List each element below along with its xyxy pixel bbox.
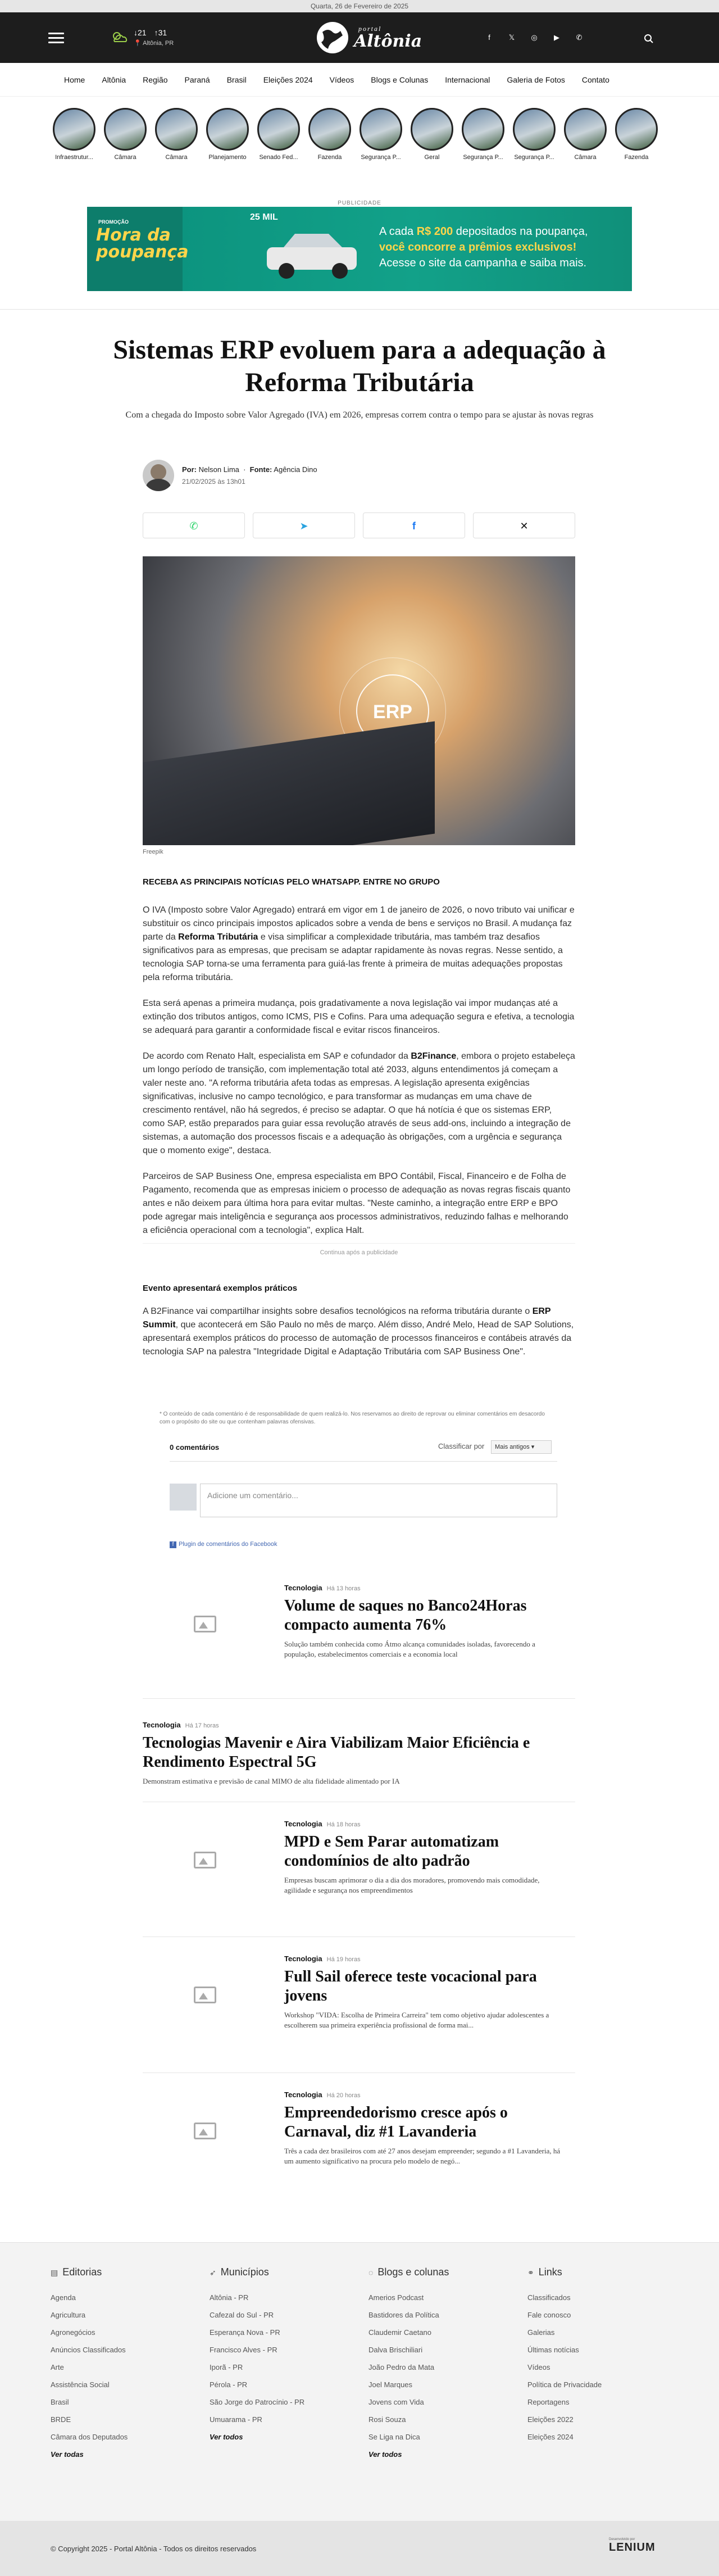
sort-select[interactable]: Mais antigos ▾ bbox=[491, 1440, 552, 1454]
feed-time: Há 18 horas bbox=[326, 1821, 361, 1828]
facebook-plugin-link[interactable] bbox=[170, 1541, 277, 1548]
section-divider bbox=[0, 309, 719, 310]
footer-link[interactable]: Vídeos bbox=[527, 2363, 550, 2371]
paragraph-bold: Reforma Tributária bbox=[178, 932, 258, 942]
footer-column-blogs bbox=[368, 2266, 509, 2463]
footer-heading-text: Links bbox=[538, 2266, 562, 2278]
story-label: Fazenda bbox=[624, 154, 649, 161]
social-links bbox=[484, 33, 597, 43]
facebook-icon: f bbox=[170, 1541, 176, 1548]
paragraph bbox=[143, 904, 575, 985]
footer-see-all[interactable]: Ver todos bbox=[210, 2433, 243, 2441]
paragraph-bold: ERP Summit bbox=[143, 1307, 551, 1330]
footer-link[interactable]: Eleições 2024 bbox=[527, 2433, 574, 2441]
author-name[interactable]: Nelson Lima bbox=[198, 465, 239, 474]
footer-link[interactable]: São Jorge do Patrocínio - PR bbox=[210, 2398, 305, 2406]
comments-count: 0 comentários bbox=[170, 1443, 220, 1452]
feed-title[interactable]: Empreendedorismo cresce após o Carnaval, diz #1 Lavanderia bbox=[284, 2104, 508, 2140]
ad-continue-note: Continua após a publicidade bbox=[143, 1243, 575, 1256]
ad-banner[interactable] bbox=[87, 207, 632, 291]
footer-link[interactable]: Política de Privacidade bbox=[527, 2380, 602, 2389]
main-nav bbox=[0, 63, 719, 97]
footer-link[interactable]: Agricultura bbox=[51, 2311, 86, 2319]
feed-category bbox=[143, 1721, 575, 1729]
footer-link[interactable]: BRDE bbox=[51, 2415, 71, 2424]
story-thumb bbox=[206, 108, 249, 151]
feed-time: Há 13 horas bbox=[326, 1585, 361, 1592]
feed-title[interactable]: Volume de saques no Banco24Horas compacto aumenta 76% bbox=[284, 1597, 527, 1634]
feed-category-name[interactable]: Tecnologia bbox=[284, 1820, 322, 1828]
feed-desc: Empresas buscam aprimorar o dia a dia dos moradores, promovendo mais comodidade, agilidade e segurança nos empreendimentos bbox=[284, 1876, 540, 1894]
image-placeholder-icon bbox=[194, 1616, 216, 1632]
footer-column-links bbox=[527, 2266, 668, 2446]
feed-title[interactable]: MPD e Sem Parar automatizam condomínios de alto padrão bbox=[284, 1833, 499, 1870]
nav-videos[interactable]: Vídeos bbox=[329, 75, 354, 84]
article-date: 21/02/2025 às 13h01 bbox=[182, 478, 245, 486]
footer-link[interactable]: Dalva Brischiliari bbox=[368, 2346, 423, 2354]
feed-category-name[interactable]: Tecnologia bbox=[284, 2090, 322, 2099]
footer-column-editorias bbox=[51, 2266, 191, 2463]
feed-divider bbox=[143, 1936, 575, 1937]
footer-link[interactable]: Amerios Podcast bbox=[368, 2293, 424, 2302]
story-label: Planejamento bbox=[208, 154, 247, 161]
story-item[interactable] bbox=[461, 108, 506, 161]
footer-link[interactable]: Se Liga na Dica bbox=[368, 2433, 420, 2441]
comments-section bbox=[160, 1411, 575, 1562]
paragraph-text: e visa simplificar a complexidade tributária, mas também traz desafios significativos para as empresas, que precisam se adaptar rapidamente às novas regras. Nesse sentido, a tecnologia SAP torna-se uma ferramenta para guiá-las frente à primeira de muitas adequações propostas pela reforma tributária. bbox=[143, 932, 563, 982]
story-item[interactable] bbox=[256, 108, 301, 161]
feed-category bbox=[284, 2090, 565, 2099]
feed-category-name[interactable]: Tecnologia bbox=[284, 1584, 322, 1592]
footer-link[interactable]: Jovens com Vida bbox=[368, 2398, 424, 2406]
globe-logo-icon bbox=[315, 20, 351, 56]
feed-divider bbox=[143, 2072, 575, 2073]
comment-input[interactable]: Adicione um comentário... bbox=[200, 1484, 557, 1517]
story-thumb bbox=[257, 108, 300, 151]
temperature-readout: ↓21 ↑31 bbox=[134, 28, 167, 37]
footer-link[interactable]: Galerias bbox=[527, 2328, 555, 2337]
footer-link[interactable]: Pérola - PR bbox=[210, 2380, 248, 2389]
facebook-icon: f bbox=[412, 520, 416, 532]
author-block bbox=[143, 460, 575, 493]
footer-link[interactable]: Rosi Souza bbox=[368, 2415, 406, 2424]
footer-link[interactable]: Câmara dos Deputados bbox=[51, 2433, 128, 2441]
feed-desc: Três a cada dez brasileiros com até 27 anos desejam empreender; segundo a #1 Lavanderia, há um aumento significativo na procura pelo modelo de negó... bbox=[284, 2147, 561, 2165]
sort-label: Classificar por bbox=[438, 1442, 485, 1450]
facebook-icon[interactable]: f bbox=[488, 33, 490, 42]
article-title-text: Sistemas ERP evoluem para a adequação à Reforma Tributária bbox=[113, 335, 606, 397]
footer-link[interactable]: Fale conosco bbox=[527, 2311, 571, 2319]
feed-category bbox=[284, 1954, 565, 1963]
copyright-text: © Copyright 2025 - Portal Altônia - Todos os direitos reservados bbox=[51, 2545, 257, 2553]
footer-heading bbox=[210, 2266, 350, 2279]
footer-column-municipios bbox=[210, 2266, 350, 2446]
footer-see-all[interactable]: Ver todos bbox=[368, 2450, 402, 2459]
ad-hora-text: Hora da poupança bbox=[96, 225, 189, 262]
story-label: Infraestrutur... bbox=[55, 154, 93, 161]
feed-time: Há 20 horas bbox=[326, 2092, 361, 2099]
x-icon[interactable]: 𝕏 bbox=[508, 33, 515, 42]
feed-title[interactable]: Full Sail oferece teste vocacional para jovens bbox=[284, 1968, 537, 2004]
commenter-avatar bbox=[170, 1484, 197, 1511]
story-item[interactable] bbox=[205, 108, 250, 161]
footer-heading-text: Editorias bbox=[62, 2266, 102, 2278]
ad-line1-a: A cada bbox=[379, 225, 417, 238]
facebook-plugin-text: Plugin de comentários do Facebook bbox=[179, 1541, 277, 1548]
feed-thumb bbox=[143, 1582, 267, 1666]
whatsapp-icon[interactable]: ✆ bbox=[576, 33, 583, 42]
top-date-bar: Quarta, 26 de Fevereiro de 2025 bbox=[0, 0, 719, 12]
source-label: Fonte: bbox=[249, 465, 272, 474]
author-line: Por: Nelson Lima · Fonte: Agência Dino bbox=[182, 465, 317, 474]
story-label: Fazenda bbox=[317, 154, 342, 161]
feed-time: Há 19 horas bbox=[326, 1956, 361, 1963]
footer-link[interactable]: Brasil bbox=[51, 2398, 69, 2406]
footer-link[interactable]: Últimas notícias bbox=[527, 2346, 579, 2354]
footer-heading bbox=[368, 2266, 509, 2279]
menu-icon[interactable] bbox=[48, 33, 64, 44]
telegram-icon: ➤ bbox=[299, 520, 308, 532]
footer-link[interactable]: Agenda bbox=[51, 2293, 76, 2302]
paragraph bbox=[143, 1305, 575, 1359]
link-icon: ⚭ bbox=[527, 2268, 534, 2277]
nav-galeria[interactable]: Galeria de Fotos bbox=[507, 75, 565, 84]
story-item[interactable] bbox=[563, 108, 608, 161]
nav-contato[interactable]: Contato bbox=[581, 75, 609, 84]
footer-link[interactable]: Agronegócios bbox=[51, 2328, 95, 2337]
image-placeholder-icon bbox=[194, 1987, 216, 2003]
story-label: Segurança P... bbox=[463, 154, 503, 161]
image-placeholder-icon bbox=[194, 1852, 216, 1868]
instagram-icon[interactable]: ◎ bbox=[531, 33, 538, 42]
footer-link[interactable]: Cafezal do Sul - PR bbox=[210, 2311, 274, 2319]
story-item[interactable] bbox=[512, 108, 557, 161]
article-title bbox=[0, 334, 719, 399]
youtube-icon[interactable]: ▶ bbox=[554, 33, 559, 42]
feed-desc: Solução também conhecida como Átmo alcança comunidades isoladas, favorecendo a população, estabelecimentos comerciais e a economia local bbox=[284, 1640, 535, 1658]
paragraph-bold: B2Finance bbox=[411, 1051, 457, 1061]
story-item[interactable] bbox=[154, 108, 199, 161]
story-thumb bbox=[104, 108, 147, 151]
story-item[interactable] bbox=[409, 108, 454, 161]
feed-item[interactable] bbox=[143, 1721, 575, 1788]
feed-title[interactable]: Tecnologias Mavenir e Aira Viabilizam Maior Eficiência e Rendimento Espectral 5G bbox=[143, 1734, 530, 1771]
image-placeholder-icon bbox=[194, 2123, 216, 2139]
nav-internacional[interactable]: Internacional bbox=[445, 75, 490, 84]
paragraph-text: A B2Finance vai compartilhar insights sobre desafios tecnológicos na reforma tributária durante o bbox=[143, 1307, 533, 1316]
story-thumb bbox=[53, 108, 95, 151]
feed-category-name[interactable]: Tecnologia bbox=[284, 1954, 322, 1963]
story-thumb bbox=[360, 108, 402, 151]
story-thumb bbox=[615, 108, 658, 151]
search-icon[interactable] bbox=[644, 34, 654, 44]
footer-link[interactable]: Francisco Alves - PR bbox=[210, 2346, 277, 2354]
nav-blogs[interactable]: Blogs e Colunas bbox=[371, 75, 429, 84]
developer-caption: Desenvolvido por bbox=[609, 2538, 635, 2541]
paragraph: Esta será apenas a primeira mudança, pois gradativamente a nova legislação vai impor mudanças até a extinção dos tributos antigos, como ICMS, PIS e Cofins. Para uma adequação segura e efetiva, a tecnologia se adequará para garantir a conformidade fiscal e evitar riscos financeiros. bbox=[143, 999, 575, 1035]
car-icon bbox=[256, 219, 368, 281]
feed-item[interactable] bbox=[143, 1953, 575, 2043]
footer-link[interactable]: Iporã - PR bbox=[210, 2363, 243, 2371]
paragraph: Parceiros de SAP Business One, empresa especialista em BPO Contábil, Fiscal, Financeiro e de Folha de Pagamento, recomenda que as empresas iniciem o processo de adequação as novas regras fiscais quanto antes e não deixem para última hora para evitar multas. "Neste caminho, a integração entre ERP e BPO pode agregar mais inteligência e segurança aos processos administrativos, reduzindo falhas e melhorando a eficiência operacional com a tecnologia", explica Halt. bbox=[143, 1172, 571, 1235]
nav-altonia[interactable]: Altônia bbox=[102, 75, 126, 84]
story-thumb bbox=[308, 108, 351, 151]
whatsapp-cta[interactable]: RECEBA AS PRINCIPAIS NOTÍCIAS PELO WHATSAPP. ENTRE NO GRUPO bbox=[143, 877, 440, 887]
feed-thumb bbox=[143, 1818, 267, 1902]
article-body bbox=[143, 876, 575, 1237]
footer-link[interactable]: Umuarama - PR bbox=[210, 2415, 262, 2424]
footer-link[interactable]: Assistência Social bbox=[51, 2380, 110, 2389]
logo-big-text: Altônia bbox=[354, 31, 422, 51]
comments-disclaimer: * O conteúdo de cada comentário é de responsabilidade de quem realizá-lo. Nos reservamos ao direito de reprovar ou eliminar comentários em desacordo com o propósito do site ou que contenham palavras ofensivas. bbox=[160, 1411, 545, 1425]
feed-thumb bbox=[143, 1953, 267, 2037]
facebook-share-button[interactable] bbox=[363, 513, 465, 538]
whatsapp-share-button[interactable] bbox=[143, 513, 245, 538]
story-thumb bbox=[462, 108, 504, 151]
feed-item[interactable] bbox=[143, 1582, 575, 1672]
article-hero-image bbox=[143, 556, 575, 845]
article-body-2 bbox=[143, 1305, 575, 1359]
ad-label: PUBLICIDADE bbox=[338, 200, 381, 206]
developer-logo[interactable] bbox=[609, 2538, 656, 2554]
paragraph-text: De acordo com Renato Halt, especialista em SAP e cofundador da bbox=[143, 1051, 411, 1061]
footer-link[interactable]: Eleições 2022 bbox=[527, 2415, 574, 2424]
footer-link[interactable]: Joel Marques bbox=[368, 2380, 413, 2389]
story-label: Geral bbox=[424, 154, 440, 161]
telegram-share-button[interactable] bbox=[253, 513, 355, 538]
developer-name: LENIUM bbox=[609, 2541, 656, 2554]
nav-home[interactable]: Home bbox=[64, 75, 85, 84]
story-item[interactable] bbox=[358, 108, 403, 161]
story-item[interactable] bbox=[52, 108, 97, 161]
story-thumb bbox=[564, 108, 607, 151]
story-thumb bbox=[411, 108, 453, 151]
ad-line3: Acesse o site da campanha e saiba mais. bbox=[379, 257, 587, 269]
story-label: Câmara bbox=[574, 154, 597, 161]
feed-category bbox=[284, 1584, 565, 1592]
location-icon: ➶ bbox=[210, 2268, 216, 2277]
hero-laptop bbox=[143, 721, 435, 845]
footer-link[interactable]: Claudemir Caetano bbox=[368, 2328, 432, 2337]
ad-line1 bbox=[379, 224, 626, 239]
feed-category bbox=[284, 1820, 565, 1828]
footer-link[interactable]: Arte bbox=[51, 2363, 64, 2371]
feed-category-name[interactable]: Tecnologia bbox=[143, 1721, 181, 1729]
weather-city-name: Altônia, PR bbox=[143, 40, 174, 47]
temp-max: 31 bbox=[158, 28, 167, 37]
story-label: Segurança P... bbox=[514, 154, 554, 161]
x-icon: ✕ bbox=[520, 520, 529, 532]
footer-link[interactable]: Classificados bbox=[527, 2293, 571, 2302]
nav-regiao[interactable]: Região bbox=[143, 75, 168, 84]
paragraph-text: O IVA (Imposto sobre Valor Agregado) entrará em vigor em 1 de janeiro de 2026, o novo tributo vai unificar e substituir os cinco principais impostos aplicados sobre a venda de bens e serviços no Brasil. A mudança faz parte da bbox=[143, 905, 575, 942]
nav-parana[interactable]: Paraná bbox=[184, 75, 210, 84]
ad-line1-b: R$ 200 bbox=[416, 225, 453, 238]
paragraph-text: , embora o projeto estabeleça um longo período de transição, com implementação total até 2033, alguns entendimentos já começam a valer neste ano. "A reforma tributária afeta todas as empresas. A legislação apresenta exigências significativas, inclusive no campo tecnológico, e para transformar as mudanças em uma chave de crescimento rentável, não há segredos, é preciso se adaptar. O que há notícia é que os sistemas ERP, como SAP, estão preparados para guiar essa revolução através de seus add-ons, incluindo a integração de sistemas, a automação dos processos fiscais e a adequação às obrigações, com a urgência e segurança que o momento exige", destaca. bbox=[143, 1051, 575, 1155]
story-carousel bbox=[0, 102, 719, 170]
ad-line1-c: depositados na poupança, bbox=[453, 225, 588, 238]
newspaper-icon: ▤ bbox=[51, 2268, 58, 2277]
source-name: Agência Dino bbox=[274, 465, 317, 474]
avatar bbox=[143, 460, 174, 491]
author-label: Por: bbox=[182, 465, 197, 474]
story-label: Câmara bbox=[165, 154, 188, 161]
story-label: Segurança P... bbox=[361, 154, 401, 161]
whatsapp-icon: ✆ bbox=[189, 520, 198, 532]
footer-link[interactable]: Anúncios Classificados bbox=[51, 2346, 126, 2354]
footer-link[interactable]: Esperança Nova - PR bbox=[210, 2328, 280, 2337]
feed-desc: Demonstram estimativa e previsão de canal MIMO de alta fidelidade alimentado por IA bbox=[143, 1777, 400, 1785]
comments-divider bbox=[170, 1461, 557, 1462]
weather-city: 📍 Altônia, PR bbox=[134, 40, 174, 47]
story-thumb bbox=[155, 108, 198, 151]
article-subtitle: Com a chegada do Imposto sobre Valor Agregado (IVA) em 2026, empresas correm contra o tempo para se ajustar às novas regras bbox=[125, 410, 594, 420]
feed-thumb bbox=[143, 2089, 267, 2173]
share-bar bbox=[143, 513, 575, 539]
ad-promo-text: PROMOÇÃO bbox=[98, 219, 129, 225]
story-item[interactable] bbox=[103, 108, 148, 161]
footer-link[interactable]: Reportagens bbox=[527, 2398, 570, 2406]
story-item[interactable] bbox=[307, 108, 352, 161]
story-thumb bbox=[513, 108, 556, 151]
hero-erp-text: ERP bbox=[356, 674, 429, 747]
feed-divider bbox=[143, 1698, 575, 1699]
nav-eleicoes[interactable]: Eleições 2024 bbox=[263, 75, 313, 84]
ad-line2: você concorre a prêmios exclusivos! bbox=[379, 241, 577, 253]
temp-min: 21 bbox=[138, 28, 147, 37]
paragraph-text: , que acontecerá em São Paulo no mês de março. Além disso, André Melo, Head de SAP Solutions, apresentará exemplos práticos do processo de automação de processos financeiros e contábeis através da tecnologia SAP na palestra "Integridade Digital e Adaptação Tributária com SAP Business One". bbox=[143, 1320, 574, 1357]
photo-credit: Freepik bbox=[143, 849, 163, 855]
site-logo[interactable] bbox=[315, 18, 422, 57]
footer-link[interactable]: João Pedro da Mata bbox=[368, 2363, 435, 2371]
feed-item[interactable] bbox=[143, 1818, 575, 1908]
feed-item[interactable] bbox=[143, 2089, 575, 2179]
footer-heading-text: Blogs e colunas bbox=[377, 2266, 449, 2278]
story-item[interactable] bbox=[614, 108, 659, 161]
footer-link[interactable]: Bastidores da Política bbox=[368, 2311, 439, 2319]
ad-prize-text: 25 MIL bbox=[250, 212, 278, 222]
footer-link[interactable]: Altônia - PR bbox=[210, 2293, 249, 2302]
article-subhead: Evento apresentará exemplos práticos bbox=[143, 1284, 298, 1293]
copyright-bar bbox=[0, 2521, 719, 2576]
story-label: Senado Fed... bbox=[259, 154, 298, 161]
footer-heading bbox=[51, 2266, 191, 2279]
feed-desc: Workshop "VIDA: Escolha de Primeira Carreira" tem como objetivo ajudar adolescentes a escolherem sua primeira experiência profissional de forma mai... bbox=[284, 2011, 549, 2029]
site-header bbox=[0, 12, 719, 63]
x-share-button[interactable] bbox=[473, 513, 575, 538]
story-label: Câmara bbox=[114, 154, 136, 161]
site-footer bbox=[0, 2242, 719, 2521]
blog-icon: ◌ bbox=[368, 2268, 374, 2277]
ad-copy bbox=[379, 224, 626, 271]
paragraph bbox=[143, 1050, 575, 1158]
feed-time: Há 17 horas bbox=[185, 1722, 219, 1729]
nav-brasil[interactable]: Brasil bbox=[226, 75, 247, 84]
footer-heading-text: Municípios bbox=[220, 2266, 269, 2278]
footer-see-all[interactable]: Ver todas bbox=[51, 2450, 84, 2459]
logo-small-text: portal bbox=[358, 25, 382, 33]
footer-heading bbox=[527, 2266, 668, 2279]
weather-icon bbox=[110, 30, 129, 44]
